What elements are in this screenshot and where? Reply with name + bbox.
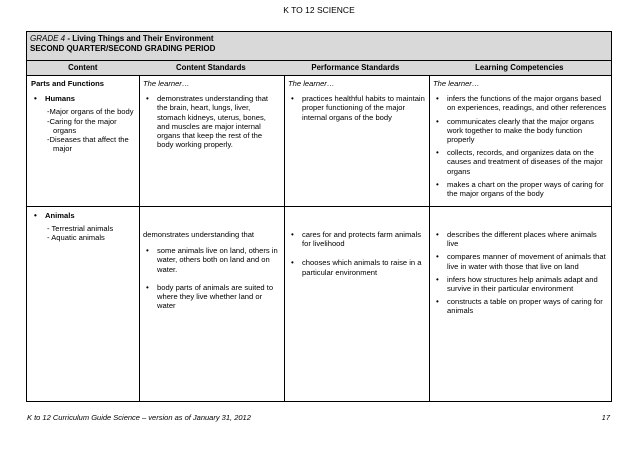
- learner-label: The learner…: [433, 79, 480, 88]
- list-item: • communicates clearly that the major organs work together to make the body function properly: [433, 117, 609, 145]
- list-item: • body parts of animals are suited to where they live whether land or water: [143, 283, 280, 311]
- row1-competencies-cell: [429, 79, 613, 202]
- column-headers: [27, 61, 611, 76]
- list-item: • infers the functions of the major organs based on experiences, readings, and other references: [433, 94, 609, 112]
- row-divider: [27, 206, 611, 207]
- row2-competencies-list: [433, 230, 609, 316]
- grade-theme: - Living Things and Their Environment: [65, 34, 214, 43]
- row2-competencies-cell: [429, 230, 613, 320]
- grade-label: GRADE 4: [30, 34, 66, 43]
- list-item: • compares manner of movement of animals that live in water with those that live on land: [433, 252, 609, 270]
- list-item: • practices healthful habits to maintain proper functioning of the major internal organs of the body: [288, 94, 425, 122]
- row1-standards-cell: [139, 79, 284, 153]
- list-item: - Terrestrial animals: [47, 224, 114, 234]
- row1-content-title: Parts and Functions: [31, 79, 104, 88]
- row1-competencies-list: [433, 94, 609, 198]
- page-number: 17: [601, 413, 610, 422]
- document-header: K TO 12 SCIENCE: [283, 5, 355, 15]
- list-item: • cares for and protects farm animals for livelihood: [288, 230, 425, 248]
- row2-content-cell: [27, 211, 139, 243]
- column-header-content-standards: Content Standards: [176, 63, 246, 72]
- footer-version: K to 12 Curriculum Guide Science – version as of January 31, 2012: [27, 413, 251, 422]
- row1-content-items: [31, 107, 135, 153]
- row2-content-items: [31, 224, 135, 242]
- row2-performance-list: [288, 230, 425, 277]
- table-body: [27, 75, 611, 401]
- row2-standards-list: [143, 246, 280, 310]
- row1-standards-list: [143, 94, 280, 149]
- list-item: -Major organs of the body: [47, 107, 134, 117]
- column-header-content: Content: [68, 63, 98, 72]
- curriculum-table: [26, 31, 612, 402]
- list-item: • collects, records, and organizes data on the causes and treatment of diseases of the major organs: [433, 148, 609, 176]
- learner-label: The learner…: [143, 79, 190, 88]
- column-header-performance-standards: Performance Standards: [311, 63, 400, 72]
- column-header-learning-competencies: Learning Competencies: [475, 63, 564, 72]
- grade-band: [27, 32, 611, 61]
- row1-performance-cell: [284, 79, 429, 126]
- row2-performance-cell: [284, 230, 429, 281]
- list-item: -Diseases that affect the major: [47, 135, 129, 154]
- row2-standards-lead: demonstrates understanding that: [143, 230, 255, 239]
- list-item: • infers how structures help animals adapt and survive in their particular environment: [433, 275, 609, 293]
- learner-label: The learner…: [288, 79, 335, 88]
- row1-performance-list: [288, 94, 425, 122]
- list-item: -Caring for the major organs: [47, 116, 117, 135]
- row2-content-topic: • Animals: [31, 211, 135, 220]
- list-item: • demonstrates understanding that the brain, heart, lungs, liver, stomach kidneys, uterus, bones, and muscles are major internal organs that keep the rest of the body working properly.: [143, 94, 280, 149]
- list-item: • describes the different places where animals live: [433, 230, 609, 248]
- grading-period: SECOND QUARTER/SECOND GRADING PERIOD: [30, 43, 216, 53]
- row2-standards-cell: [139, 230, 284, 314]
- list-item: • makes a chart on the proper ways of caring for the major organs of the body: [433, 180, 609, 198]
- row2-content-topic-list: [31, 211, 135, 220]
- list-item: • constructs a table on proper ways of caring for animals: [433, 297, 609, 315]
- list-item: • chooses which animals to raise in a particular environment: [288, 258, 425, 276]
- list-item: - Aquatic animals: [47, 233, 105, 243]
- list-item: • some animals live on land, others in water, others both on land and on water.: [143, 246, 280, 274]
- row1-content-topic: • Humans: [31, 94, 135, 103]
- row1-content-cell: [27, 79, 139, 153]
- row1-content-topic-list: [31, 94, 135, 103]
